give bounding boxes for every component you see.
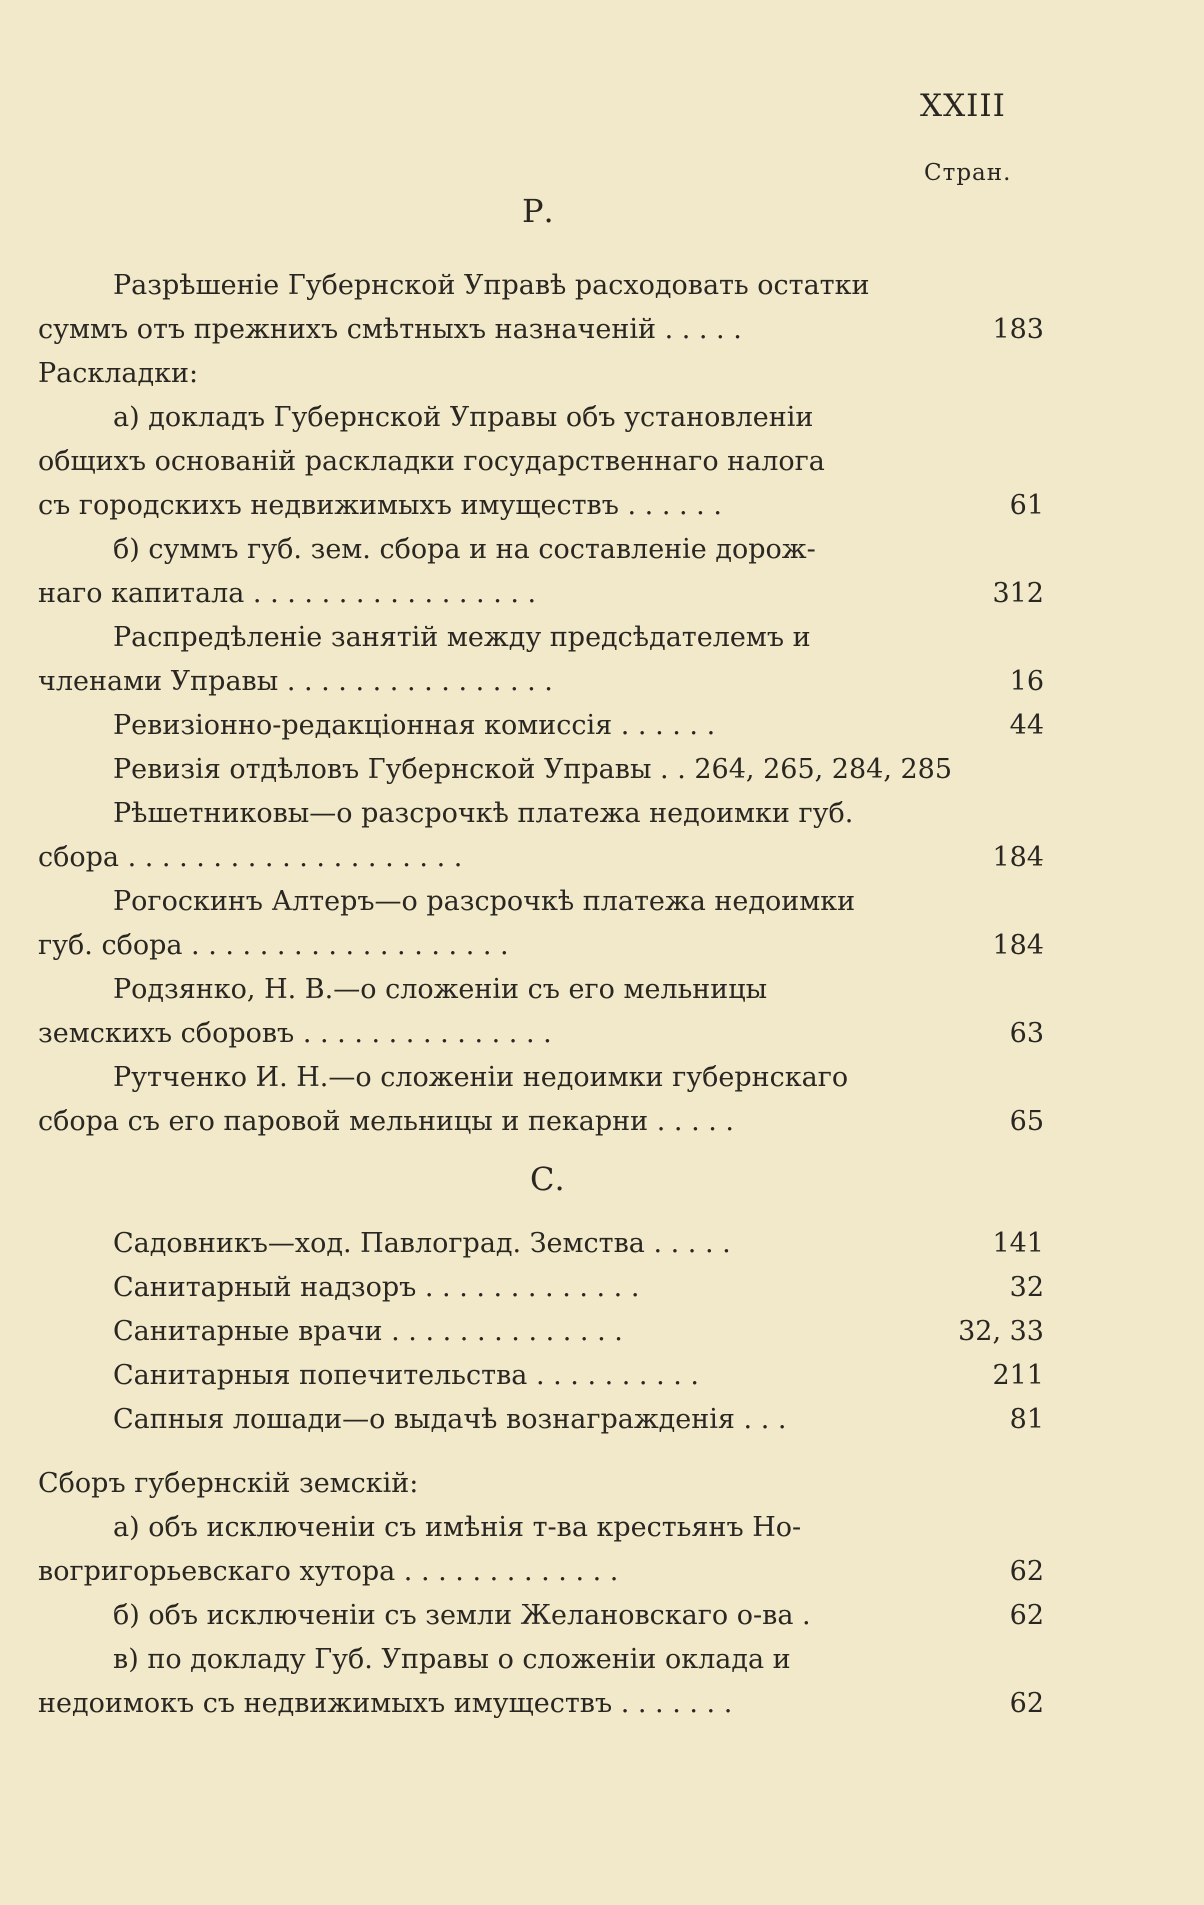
- entry-page-number: 184: [992, 930, 1044, 961]
- section-letter-s: С.: [530, 1160, 565, 1198]
- entry-line: съ городскихъ недвижимыхъ имуществъ . . . . . .: [38, 490, 722, 521]
- entry-line: губ. сбора . . . . . . . . . . . . . . . . . . .: [38, 930, 509, 961]
- index-entry: [38, 1310, 1044, 1354]
- entry-page-number: 184: [992, 842, 1044, 873]
- entry-line: Санитарныя попечительства . . . . . . . . . .: [113, 1360, 700, 1391]
- entry-page-number: 44: [1009, 710, 1044, 741]
- index-entry: [38, 352, 1044, 396]
- entry-line: Рѣшетниковы—о разсрочкѣ платежа недоимки губ.: [113, 798, 854, 829]
- entry-line: Разрѣшеніе Губернской Управѣ расходовать остатки: [113, 270, 870, 301]
- entry-line: Санитарные врачи . . . . . . . . . . . . . .: [113, 1316, 623, 1347]
- entry-line: Ревизія отдѣловъ Губернской Управы . . 264, 265, 284, 285: [113, 754, 953, 785]
- index-entry: [38, 528, 1044, 616]
- entry-page-number: 65: [1009, 1106, 1044, 1137]
- entry-line: недоимокъ съ недвижимыхъ имуществъ . . . . . . .: [38, 1688, 733, 1719]
- index-entry: [38, 1638, 1044, 1726]
- index-entry: [38, 616, 1044, 704]
- entry-line: Санитарный надзоръ . . . . . . . . . . . . .: [113, 1272, 640, 1303]
- entry-line: сбора съ его паровой мельницы и пекарни . . . . .: [38, 1106, 734, 1137]
- entry-line: б) объ исключеніи съ земли Желановскаго о-ва .: [113, 1600, 811, 1631]
- entry-page-number: 32, 33: [958, 1316, 1044, 1347]
- index-entry: [38, 1222, 1044, 1266]
- entry-line: Сборъ губернскій земскій:: [38, 1468, 419, 1499]
- entry-page-number: 63: [1009, 1018, 1044, 1049]
- entry-line: Ревизіонно-редакціонная комиссія . . . . . .: [113, 710, 716, 741]
- index-entry: [38, 1594, 1044, 1638]
- entry-line: б) суммъ губ. зем. сбора и на составленіе дорож-: [113, 534, 816, 565]
- entry-line: Родзянко, Н. В.—о сложеніи съ его мельницы: [113, 974, 768, 1005]
- entry-page-number: 183: [992, 314, 1044, 345]
- entry-page-number: 62: [1009, 1600, 1044, 1631]
- page-number: XXIII: [920, 88, 1006, 124]
- entry-line: Раскладки:: [38, 358, 199, 389]
- entry-line: вогригорьевскаго хутора . . . . . . . . . . . . .: [38, 1556, 619, 1587]
- entry-line: а) докладъ Губернской Управы объ установленіи: [113, 402, 814, 433]
- entry-line: наго капитала . . . . . . . . . . . . . . . . .: [38, 578, 537, 609]
- entry-line: членами Управы . . . . . . . . . . . . . . . .: [38, 666, 553, 697]
- index-entry: [38, 396, 1044, 528]
- entry-line: Рогоскинъ Алтеръ—о разсрочкѣ платежа недоимки: [113, 886, 856, 917]
- entry-page-number: 32: [1009, 1272, 1044, 1303]
- entry-line: земскихъ сборовъ . . . . . . . . . . . . . . .: [38, 1018, 552, 1049]
- index-entry: [38, 1462, 1044, 1506]
- entry-page-number: 16: [1009, 666, 1044, 697]
- entry-line: Распредѣленіе занятій между предсѣдателемъ и: [113, 622, 811, 653]
- entry-line: Сапныя лошади—о выдачѣ вознагражденія . . .: [113, 1404, 787, 1435]
- entry-line: общихъ основаній раскладки государственнаго налога: [38, 446, 825, 477]
- entry-line: сбора . . . . . . . . . . . . . . . . . . . .: [38, 842, 463, 873]
- index-entry: [38, 1506, 1044, 1594]
- entry-line: а) объ исключеніи съ имѣнія т-ва крестьянъ Но-: [113, 1512, 802, 1543]
- entry-page-number: 62: [1009, 1688, 1044, 1719]
- column-label: Стран.: [924, 160, 1012, 186]
- entry-line: Садовникъ—ход. Павлоград. Земства . . . . .: [113, 1228, 731, 1259]
- entry-page-number: 81: [1009, 1404, 1044, 1435]
- entry-line: Рутченко И. Н.—о сложеніи недоимки губернскаго: [113, 1062, 849, 1093]
- index-entry: [38, 1354, 1044, 1398]
- entry-page-number: 62: [1009, 1556, 1044, 1587]
- entry-page-number: 312: [992, 578, 1044, 609]
- index-entry: [38, 704, 1044, 748]
- entry-page-number: 141: [992, 1228, 1044, 1259]
- index-entry: [38, 880, 1044, 968]
- index-entry: [38, 264, 1044, 352]
- index-entry: [38, 1398, 1044, 1442]
- index-entry: [38, 968, 1044, 1056]
- entry-line: суммъ отъ прежнихъ смѣтныхъ назначеній . . . . .: [38, 314, 742, 345]
- entry-line: в) по докладу Губ. Управы о сложеніи оклада и: [113, 1644, 791, 1675]
- entry-page-number: 211: [992, 1360, 1044, 1391]
- index-entry: [38, 748, 1044, 792]
- index-entry: [38, 1056, 1044, 1144]
- index-entry: [38, 792, 1044, 880]
- index-entry: [38, 1266, 1044, 1310]
- entry-page-number: 61: [1009, 490, 1044, 521]
- section-letter-r: Р.: [522, 192, 554, 230]
